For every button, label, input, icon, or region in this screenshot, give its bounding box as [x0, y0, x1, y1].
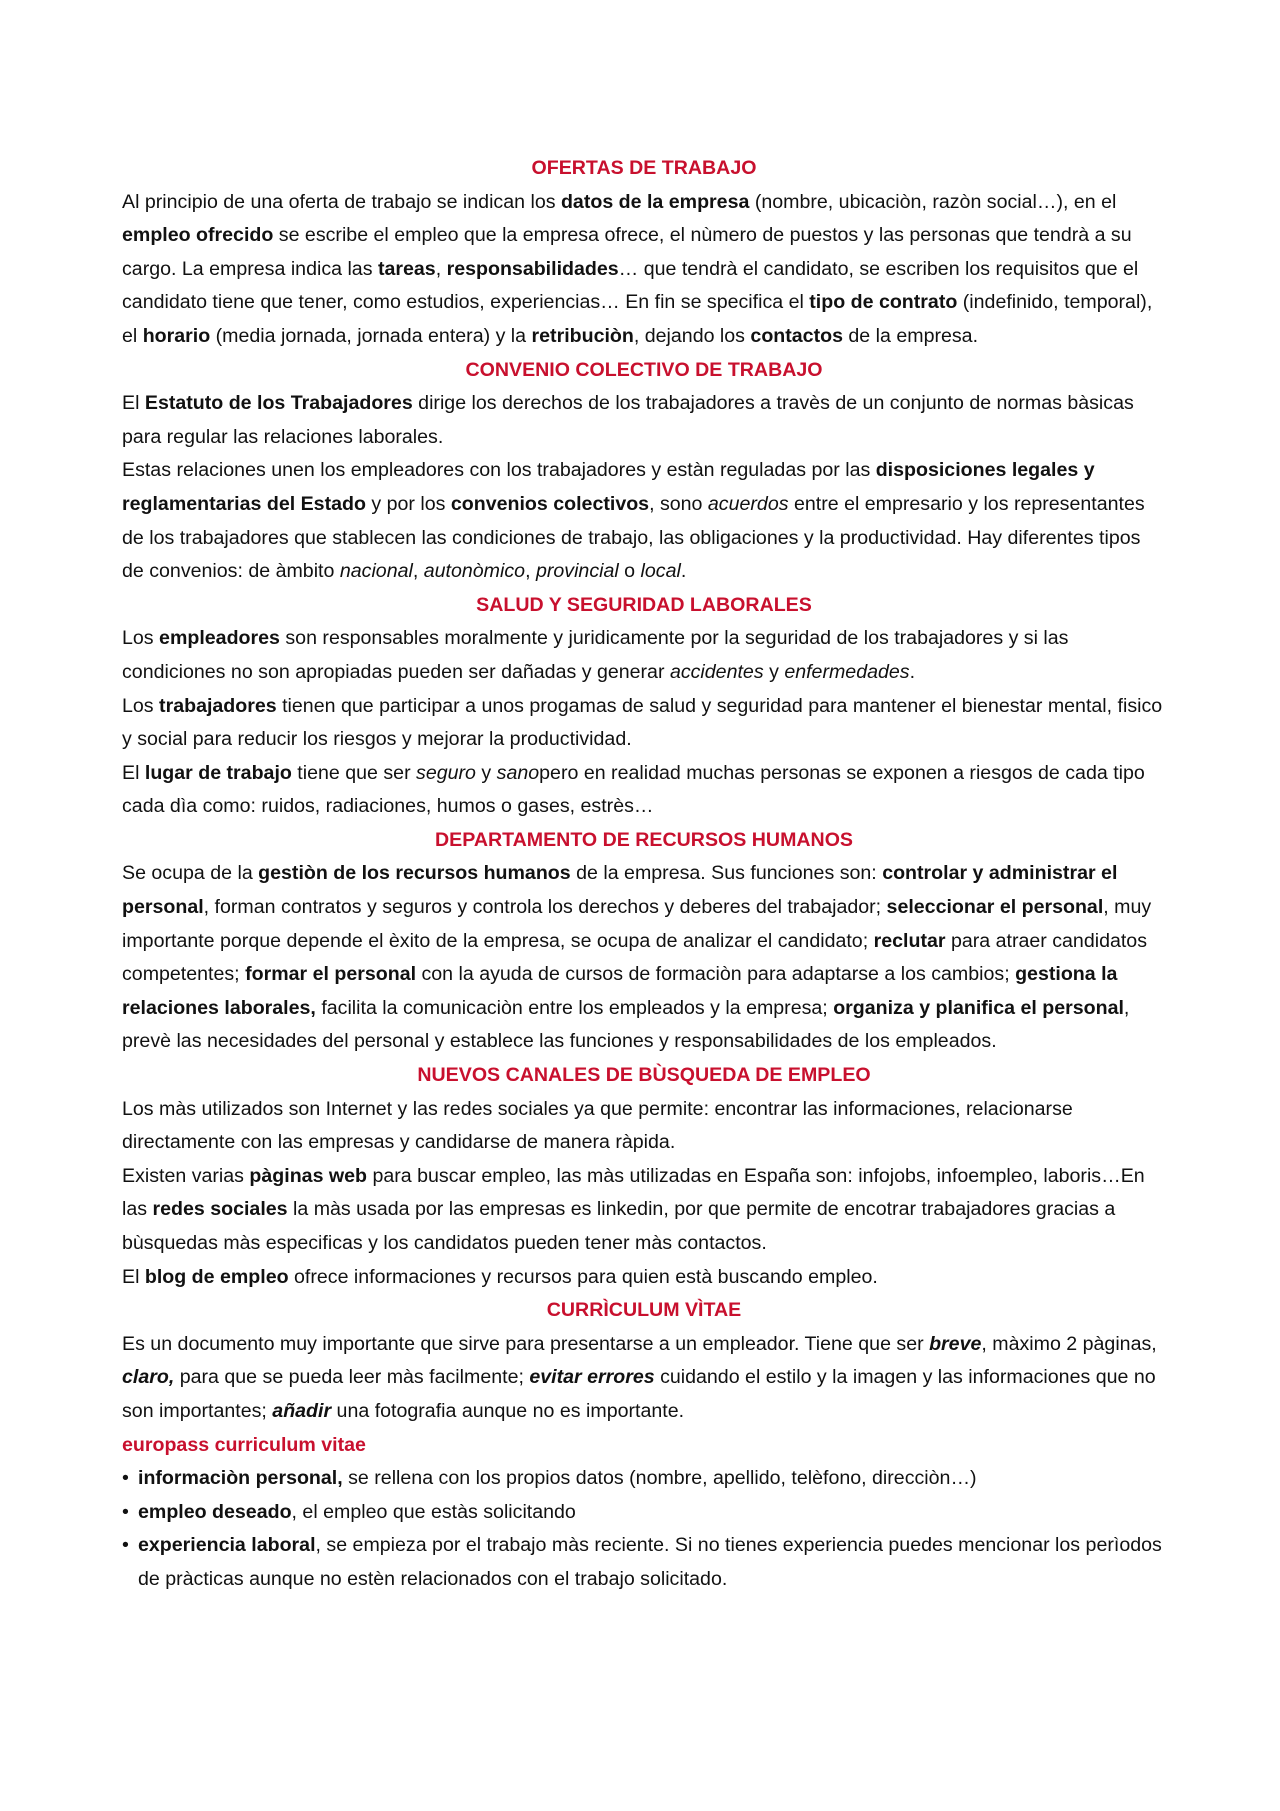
paragraph-canales-2: Existen varias pàginas web para buscar empleo, las màs utilizadas en España son: infojobs, infoempleo, laboris…En las redes sociales la màs usada por las empresas es linkedin, por que permite de encotrar trabajadores gracias a bùsquedas màs especificas y los candidatos pueden tener màs contactos.: [122, 1164, 1145, 1254]
section-title-rrhh: DEPARTAMENTO DE RECURSOS HUMANOS: [434, 828, 854, 851]
paragraph-salud-1: Los empleadores son responsables moralmente y juridicamente por la seguridad de los trabajadores y si las condiciones no son apropiadas pueden ser dañadas y generar accidentes y enfermedades.: [122, 627, 1069, 683]
paragraph-salud-2: Los trabajadores tienen que participar a unos progamas de salud y seguridad para mantener el bienestar mental, fisico y social para reducir los riesgos y mejorar la productividad.: [122, 694, 1163, 751]
section-title-salud: SALUD Y SEGURIDAD LABORALES: [476, 593, 812, 616]
paragraph-ofertas: Al principio de una oferta de trabajo se indican los datos de la empresa (nombre, ubicaciòn, razòn social…), en el empleo ofrecido se escribe el empleo que la empresa ofrece, el nùmero de puestos y las personas que tendrà a su cargo. La empresa indica las tareas, responsabilidades… que tendrà el candidato, se escriben los requisitos que el candidato tiene que tener, como estudios, experiencias… En fin se specifica el tipo de contrato (indefinido, temporal), el horario (media jornada, jornada entera) y la retribuciòn, dejando los contactos de la empresa.: [122, 190, 1153, 347]
bullet-icon: •: [122, 1500, 129, 1523]
bullet-icon: •: [122, 1467, 129, 1490]
document-page: [122, 152, 1166, 1597]
section-title-canales: NUEVOS CANALES DE BÙSQUEDA DE EMPLEO: [417, 1064, 871, 1087]
cv-bullet-list: [122, 1462, 1166, 1596]
bullet-icon: •: [122, 1534, 129, 1557]
list-item: • empleo deseado, el empleo que estàs solicitando: [122, 1496, 1166, 1530]
paragraph-rrhh: Se ocupa de la gestiòn de los recursos humanos de la empresa. Sus funciones son: controlar y administrar el personal, forman contratos y seguros y controla los derechos y deberes del trabajador; seleccionar el personal, muy importante porque depende el èxito de la empresa, se ocupa de analizar el candidato; reclutar para atraer candidatos competentes; formar el personal con la ayuda de cursos de formaciòn para adaptarse a los cambios; gestiona la relaciones laborales, facilita la comunicaciòn entre los empleados y la empresa; organiza y planifica el personal, prevè las necesidades del personal y establece las funciones y responsabilidades de los empleados.: [122, 862, 1152, 1053]
paragraph-convenio-1: El Estatuto de los Trabajadores dirige los derechos de los trabajadores a travès de un conjunto de normas bàsicas para regular las relaciones laborales.: [122, 392, 1134, 448]
paragraph-cv: Es un documento muy importante que sirve para presentarse a un empleador. Tiene que ser breve, màximo 2 pàginas, claro, para que se pueda leer màs facilmente; evitar errores cuidando el estilo y la imagen y las informaciones que no son importantes; añadir una fotografia aunque no es importante.: [122, 1332, 1157, 1422]
section-title-cv: CURRÌCULUM VÌTAE: [546, 1299, 742, 1322]
paragraph-salud-3: El lugar de trabajo tiene que ser seguro y sanopero en realidad muchas personas se exponen a riesgos de cada tipo cada dìa como: ruidos, radiaciones, humos o gases, estrès…: [122, 761, 1145, 818]
list-item: • informaciòn personal, se rellena con los propios datos (nombre, apellido, telèfono, direcciòn…): [122, 1462, 1166, 1496]
section-title-convenio: CONVENIO COLECTIVO DE TRABAJO: [465, 358, 823, 381]
paragraph-convenio-2: Estas relaciones unen los empleadores con los trabajadores y estàn reguladas por las disposiciones legales y reglamentarias del Estado y por los convenios colectivos, sono acuerdos entre el empresario y los representantes de los trabajadores que stablecen las condiciones de trabajo, las obligaciones y la productividad. Hay diferentes tipos de convenios: de àmbito nacional, autonòmico, provincial o local.: [122, 459, 1145, 583]
subtitle-europass: europass curriculum vitae: [122, 1433, 366, 1456]
section-title-ofertas: OFERTAS DE TRABAJO: [531, 157, 757, 179]
paragraph-canales-1: Los màs utilizados son Internet y las redes sociales ya que permite: encontrar las informaciones, relacionarse directamente con las empresas y candidarse de manera ràpida.: [122, 1097, 1073, 1154]
paragraph-canales-3: El blog de empleo ofrece informaciones y recursos para quien està buscando empleo.: [122, 1265, 878, 1288]
list-item: • experiencia laboral, se empieza por el trabajo màs reciente. Si no tienes experiencia puedes mencionar los perìodos de pràcticas aunque no estèn relacionados con el trabajo solicitado.: [122, 1529, 1166, 1596]
